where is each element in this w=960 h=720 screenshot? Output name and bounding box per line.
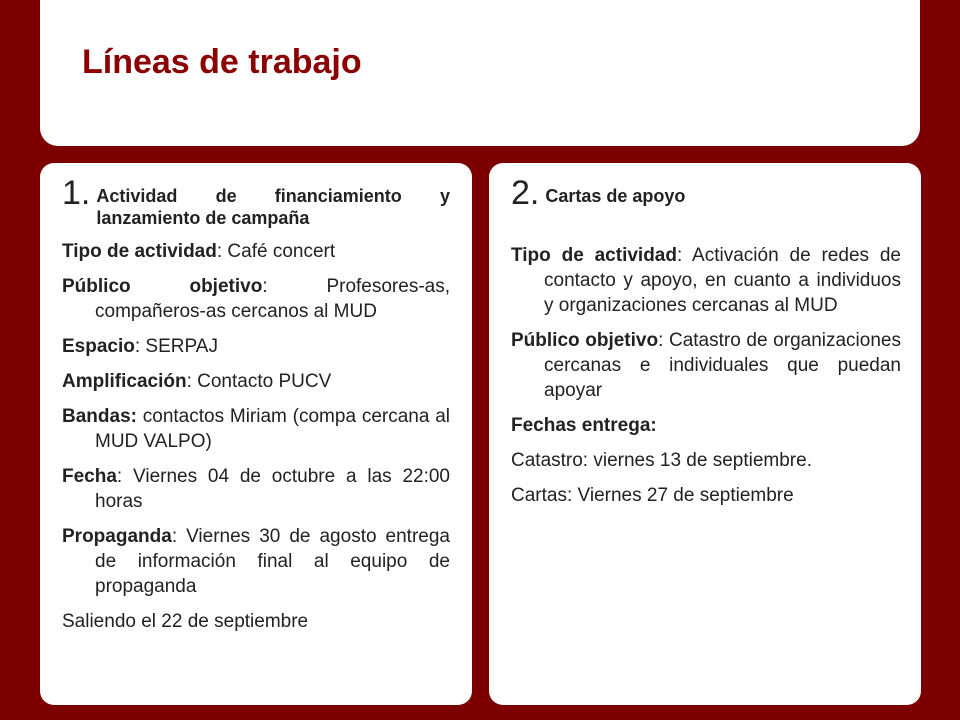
detail-value: Viernes 30 de agosto entrega de información final al equipo de propaganda [95, 526, 450, 597]
work-line-1-number: 1. [62, 174, 91, 212]
detail-separator: : [171, 526, 178, 547]
detail-item [62, 404, 450, 454]
detail-item [62, 334, 450, 359]
letters-date: Cartas: Viernes 27 de septiembre [511, 485, 794, 506]
slide-title: Líneas de trabajo [82, 43, 362, 81]
detail-separator: : [134, 336, 141, 357]
work-line-2-number: 2. [511, 174, 540, 212]
detail-value: SERPAJ [140, 336, 218, 357]
work-line-1-title: Actividad de financiamiento y lanzamiento de campaña [96, 186, 450, 228]
detail-item [62, 524, 450, 599]
detail-item [62, 464, 450, 514]
detail-value: Profesores-as, compañeros-as cercanos al MUD [95, 276, 450, 322]
detail-separator: : [658, 330, 664, 351]
detail-item [62, 369, 450, 394]
catalog-date: Catastro: viernes 13 de septiembre. [511, 450, 812, 471]
detail-item [511, 243, 901, 318]
detail-value: Café concert [222, 241, 336, 262]
detail-item [511, 413, 901, 438]
detail-item [511, 328, 901, 403]
detail-item [62, 239, 450, 264]
detail-label: Fechas entrega: [511, 415, 657, 436]
detail-value: Contacto PUCV [191, 371, 332, 392]
detail-label: Público objetivo [511, 330, 659, 351]
detail-label: Espacio [62, 336, 135, 357]
detail-value: Catastro de organizaciones cercanas e individuales que puedan apoyar [544, 330, 901, 401]
detail-label: Fecha [62, 466, 117, 487]
detail-label: Tipo de actividad [62, 241, 217, 262]
detail-item [62, 274, 450, 324]
work-line-1-card [40, 163, 472, 705]
detail-value: Viernes 04 de octubre a las 22:00 horas [95, 466, 450, 512]
detail-separator: : [676, 245, 683, 266]
detail-label: Tipo de actividad [511, 245, 677, 266]
detail-label: Bandas: [62, 406, 137, 427]
work-line-2-card [489, 163, 921, 705]
detail-label: Amplificación [62, 371, 187, 392]
detail-value: contactos Miriam (compa cercana al MUD VALPO) [95, 406, 450, 452]
detail-label: Propaganda [62, 526, 172, 547]
detail-separator: : [186, 371, 192, 392]
detail-label: Público objetivo [62, 276, 263, 297]
detail-value: Activación de redes de contacto y apoyo, en cuanto a individuos y organizaciones cercanas al MUD [544, 245, 901, 316]
launch-note: Saliendo el 22 de septiembre [62, 611, 309, 632]
work-line-1-heading [62, 173, 450, 229]
detail-separator: : [216, 241, 223, 262]
work-line-2-title: Cartas de apoyo [545, 186, 686, 206]
detail-separator: : [116, 466, 123, 487]
detail-separator: : [262, 276, 268, 297]
work-line-2-heading [511, 173, 901, 213]
